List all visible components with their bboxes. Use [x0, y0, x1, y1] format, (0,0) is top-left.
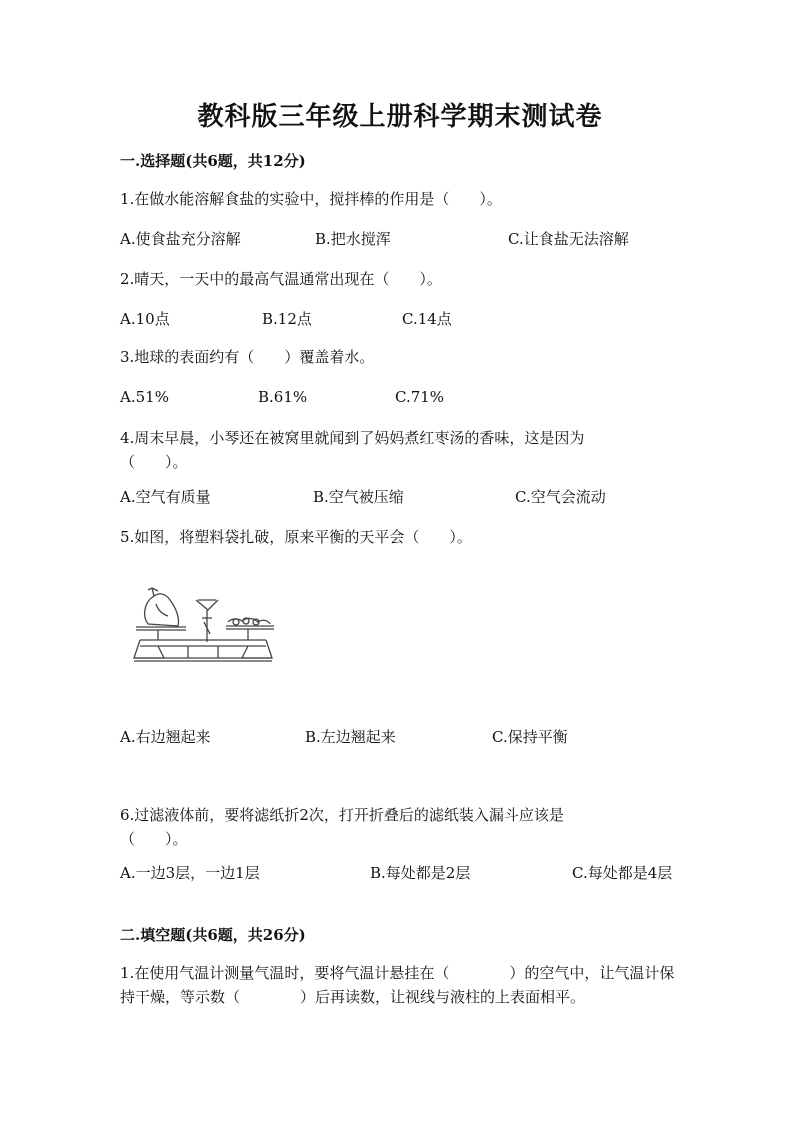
q3-option-b: B.61%	[258, 388, 308, 406]
q1-option-b: B.把水搅浑	[315, 230, 391, 248]
q5-option-b: B.左边翘起来	[305, 728, 396, 746]
q4-option-b: B.空气被压缩	[313, 488, 404, 506]
question-4: 4.周末早晨，小琴还在被窝里就闻到了妈妈煮红枣汤的香味，这是因为（ ）。	[120, 429, 585, 471]
section-heading-choice: 一.选择题(共6题，共12分)	[120, 152, 306, 170]
section-heading-fill: 二.填空题(共6题，共26分)	[120, 926, 306, 944]
page-title: 教科版三年级上册科学期末测试卷	[197, 102, 603, 132]
q2-option-c: C.14点	[402, 310, 452, 328]
q2-option-b: B.12点	[262, 310, 312, 328]
q3-option-a: A.51%	[120, 388, 169, 406]
q6-option-a: A.一边3层，一边1层	[120, 864, 260, 882]
q5-option-c: C.保持平衡	[492, 728, 568, 746]
q4-option-c: C.空气会流动	[515, 488, 606, 506]
q2-option-a: A.10点	[120, 310, 170, 328]
q3-option-c: C.71%	[395, 388, 445, 406]
question-2: 2.晴天，一天中的最高气温通常出现在（ ）。	[120, 270, 442, 288]
q1-option-c: C.让食盐无法溶解	[508, 230, 629, 248]
q1-option-a: A.使食盐充分溶解	[120, 230, 241, 248]
q5-option-a: A.右边翘起来	[120, 728, 211, 746]
question-1: 1.在做水能溶解食盐的实验中，搅拌棒的作用是（ ）。	[120, 190, 502, 208]
balance-scale-figure	[128, 582, 278, 686]
question-3: 3.地球的表面约有（ ）覆盖着水。	[120, 348, 375, 366]
question-6: 6.过滤液体前，要将滤纸折2次，打开折叠后的滤纸装入漏斗应该是（ ）。	[120, 806, 564, 848]
question-5: 5.如图，将塑料袋扎破，原来平衡的天平会（ ）。	[120, 528, 472, 546]
fill-question-1: 1.在使用气温计测量气温时，要将气温计悬挂在（ ）的空气中，让气温计保持干燥，等示数（ ）后再读数，让视线与液柱的上表面相平。	[120, 964, 675, 1006]
q6-option-c: C.每处都是4层	[572, 864, 673, 882]
q6-option-b: B.每处都是2层	[370, 864, 471, 882]
balance-scale-illustration	[128, 582, 278, 682]
q4-option-a: A.空气有质量	[120, 488, 211, 506]
